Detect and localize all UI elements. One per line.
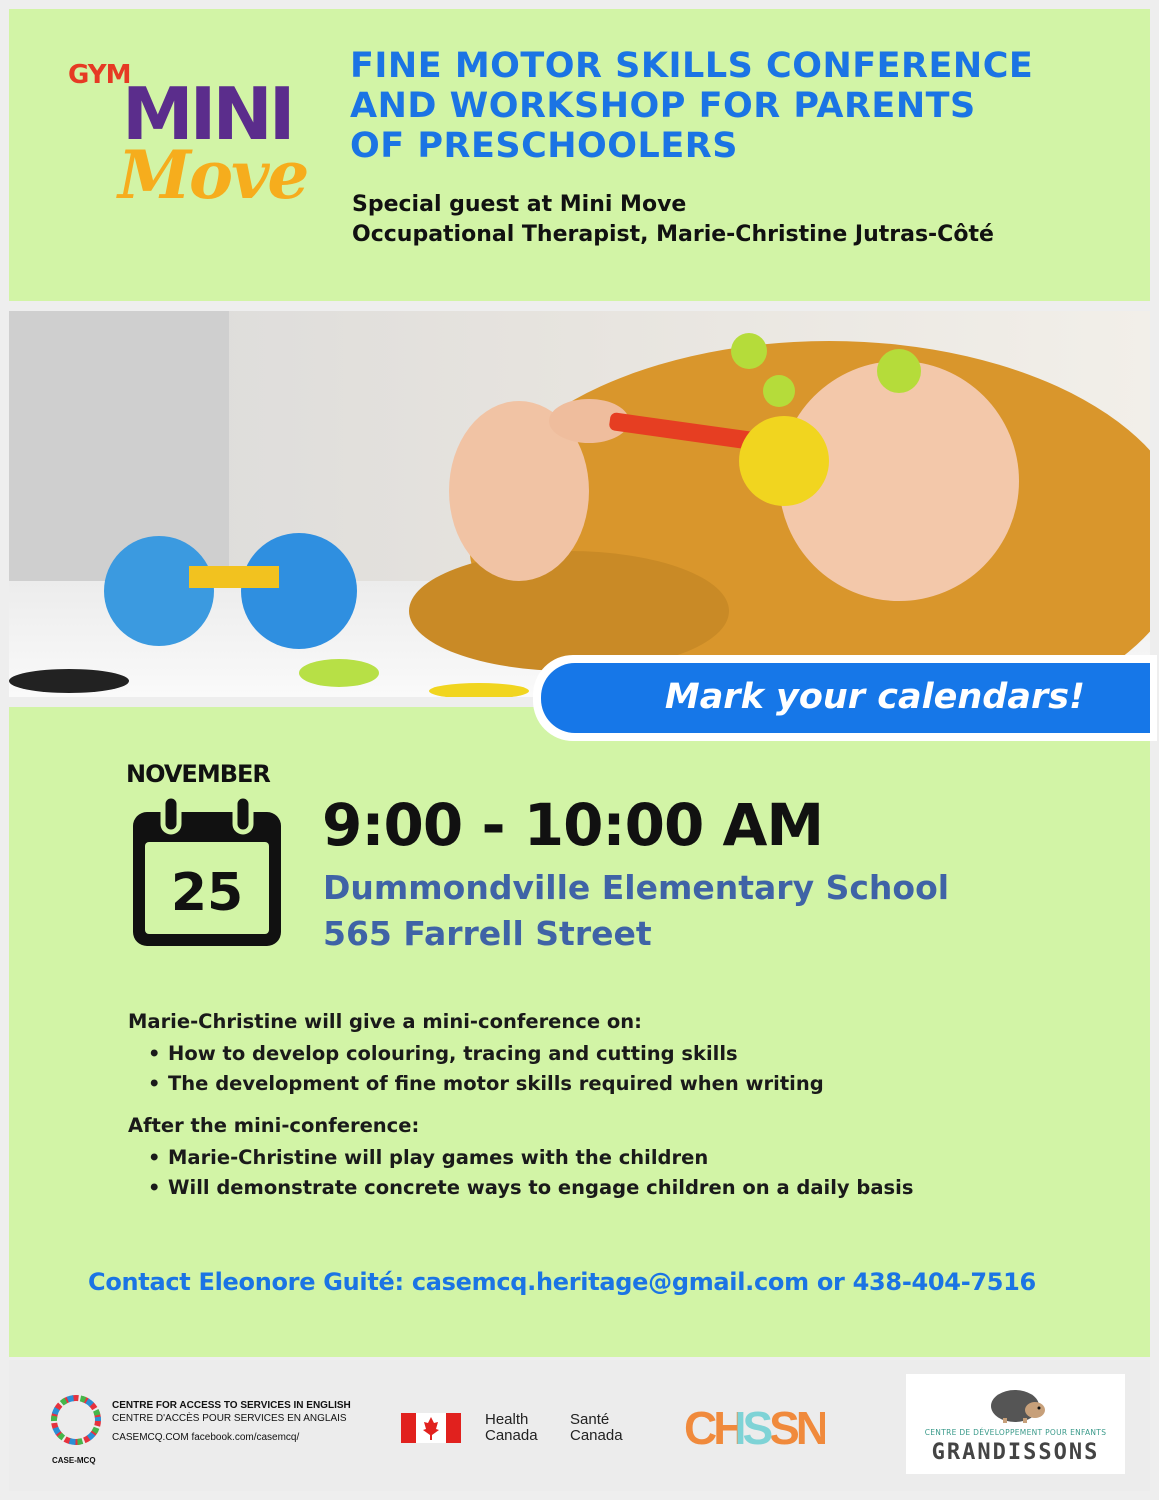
banner-text: Mark your calendars!	[664, 677, 1085, 717]
health-canada-en	[485, 1412, 538, 1444]
health-canada-fr	[570, 1412, 623, 1444]
canada-flag-icon	[401, 1413, 461, 1443]
grandissons-name: GRANDISSONS	[931, 1440, 1100, 1465]
title-line-3: OF PRESCHOOLERS	[350, 126, 738, 166]
venue-address: 565 Farrell Street	[323, 914, 652, 953]
contact-line[interactable]: Contact Eleonore Guité: casemcq.heritage@gmail.com or 438-404-7516	[88, 1268, 1036, 1296]
chssn-logo	[684, 1401, 825, 1455]
chssn-text: CHSSN	[684, 1402, 826, 1454]
venue-name: Dummondville Elementary School	[323, 868, 950, 907]
title-line-1: FINE MOTOR SKILLS CONFERENCE	[350, 46, 1034, 86]
conference-details	[128, 1007, 1108, 1203]
list-item: • Will demonstrate concrete ways to engage children on a daily basis	[148, 1173, 1108, 1203]
logo-mini-text: MINI	[122, 72, 292, 156]
hc-fr-line-1: Santé	[570, 1411, 610, 1428]
event-location	[323, 865, 949, 957]
list-item: • How to develop colouring, tracing and cutting skills	[148, 1039, 1108, 1069]
page-subtitle	[352, 190, 1132, 250]
hedgehog-icon	[985, 1380, 1049, 1424]
logo-gym-text: GYM	[68, 60, 131, 90]
case-links: CASEMCQ.COM facebook.com/casemcq/	[112, 1432, 300, 1443]
conference-intro: Marie-Christine will give a mini-conference on:	[128, 1010, 642, 1033]
page-title	[350, 46, 1130, 166]
logo-move-text: Move	[118, 136, 308, 214]
event-month: NOVEMBER	[126, 760, 270, 788]
hc-fr-line-2: Canada	[570, 1427, 623, 1444]
hc-en-line-2: Canada	[485, 1427, 538, 1444]
list-item: • The development of fine motor skills required when writing	[148, 1069, 1108, 1099]
case-acronym: CASE-MCQ	[52, 1456, 96, 1465]
topic-list	[148, 1039, 1108, 1099]
grandissons-tagline: CENTRE DE DÉVELOPPEMENT POUR ENFANTS	[924, 1428, 1107, 1437]
list-item: • Marie-Christine will play games with the children	[148, 1143, 1108, 1173]
case-mcq-logo-icon	[46, 1390, 106, 1450]
case-name-en: CENTRE FOR ACCESS TO SERVICES IN ENGLISH	[112, 1400, 351, 1411]
case-name-fr: CENTRE D'ACCÈS POUR SERVICES EN ANGLAIS	[112, 1413, 347, 1424]
children-playing-blocks-image	[9, 311, 1150, 697]
event-time: 9:00 - 10:00 AM	[322, 791, 824, 859]
after-heading: After the mini-conference:	[128, 1114, 420, 1137]
title-line-2: AND WORKSHOP FOR PARENTS	[350, 86, 976, 126]
hc-en-line-1: Health	[485, 1411, 529, 1428]
subtitle-line-1: Special guest at Mini Move	[352, 192, 687, 217]
event-day: 25	[170, 863, 244, 923]
after-list	[148, 1143, 1108, 1203]
hero-photo	[9, 311, 1150, 697]
subtitle-line-2: Occupational Therapist, Marie-Christine Jutras-Côté	[352, 222, 994, 247]
